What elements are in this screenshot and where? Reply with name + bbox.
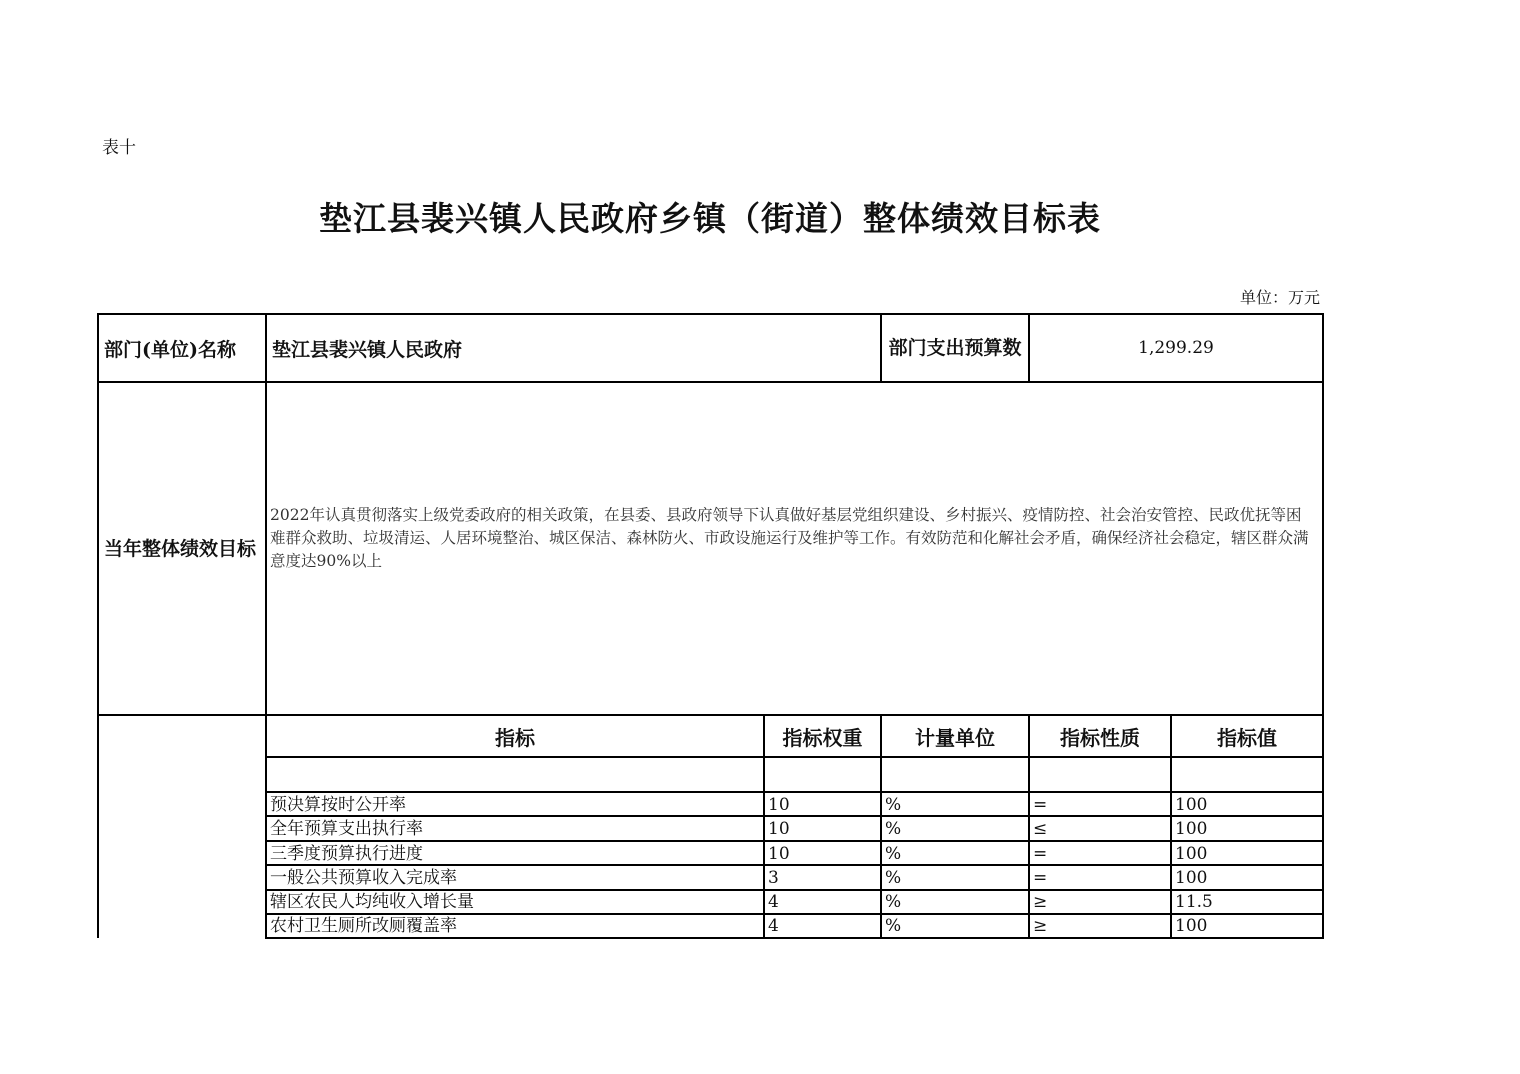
dept-name-value: 垫江县裴兴镇人民政府 xyxy=(272,338,463,361)
unit-label: 单位：万元 xyxy=(1239,288,1320,307)
indicator-unit: % xyxy=(885,868,902,888)
indicator-value: 11.5 xyxy=(1175,892,1213,912)
indicator-weight: 3 xyxy=(768,868,779,888)
col-header-value: 指标值 xyxy=(1217,725,1277,750)
indicator-value: 100 xyxy=(1175,868,1208,888)
indicator-weight: 4 xyxy=(768,916,779,936)
indicator-unit: % xyxy=(885,819,902,839)
indicator-unit: % xyxy=(885,844,902,864)
indicator-name: 辖区农民人均纯收入增长量 xyxy=(270,892,474,912)
indicator-unit: % xyxy=(885,916,902,936)
indicator-nature: ≥ xyxy=(1033,892,1048,912)
indicator-name: 一般公共预算收入完成率 xyxy=(270,868,457,888)
indicator-name: 三季度预算执行进度 xyxy=(270,844,423,864)
col-header-nature: 指标性质 xyxy=(1060,725,1140,750)
indicator-nature: = xyxy=(1033,868,1048,888)
indicator-nature: = xyxy=(1033,844,1048,864)
document-label: 表十 xyxy=(102,138,136,158)
budget-value: 1,299.29 xyxy=(1138,338,1214,358)
col-header-indicator: 指标 xyxy=(495,725,535,750)
indicator-nature: = xyxy=(1033,795,1048,815)
indicator-name: 农村卫生厕所改厕覆盖率 xyxy=(270,916,457,936)
indicator-unit: % xyxy=(885,892,902,912)
indicator-nature: ≤ xyxy=(1033,819,1048,839)
indicator-weight: 10 xyxy=(768,795,790,815)
indicator-weight: 10 xyxy=(768,844,790,864)
page-title: 垫江县裴兴镇人民政府乡镇（街道）整体绩效目标表 xyxy=(319,199,1101,238)
dept-name-label: 部门(单位)名称 xyxy=(104,338,236,361)
indicator-nature: ≥ xyxy=(1033,916,1048,936)
indicator-name: 全年预算支出执行率 xyxy=(270,819,423,839)
indicator-weight: 4 xyxy=(768,892,779,912)
goal-text: 2022年认真贯彻落实上级党委政府的相关政策，在县委、县政府领导下认真做好基层党组织建设、乡村振兴、疫情防控、社会治安管控、民政优抚等困难群众救助、垃圾清运、人居环境整治、城区保洁、森林防火、市政设施运行及维护等工作。有效防范和化解社会矛盾，确保经济社会稳定，辖区群众满意度达90%以上 xyxy=(270,506,1309,570)
goal-label: 当年整体绩效目标 xyxy=(104,537,257,560)
indicator-value: 100 xyxy=(1175,916,1208,936)
indicator-value: 100 xyxy=(1175,819,1208,839)
col-header-unit: 计量单位 xyxy=(915,725,995,750)
col-header-weight: 指标权重 xyxy=(782,725,863,750)
indicator-value: 100 xyxy=(1175,844,1208,864)
budget-label: 部门支出预算数 xyxy=(888,337,1022,359)
indicator-value: 100 xyxy=(1175,795,1208,815)
indicator-weight: 10 xyxy=(768,819,790,839)
indicator-unit: % xyxy=(885,795,902,815)
indicator-name: 预决算按时公开率 xyxy=(270,795,406,815)
